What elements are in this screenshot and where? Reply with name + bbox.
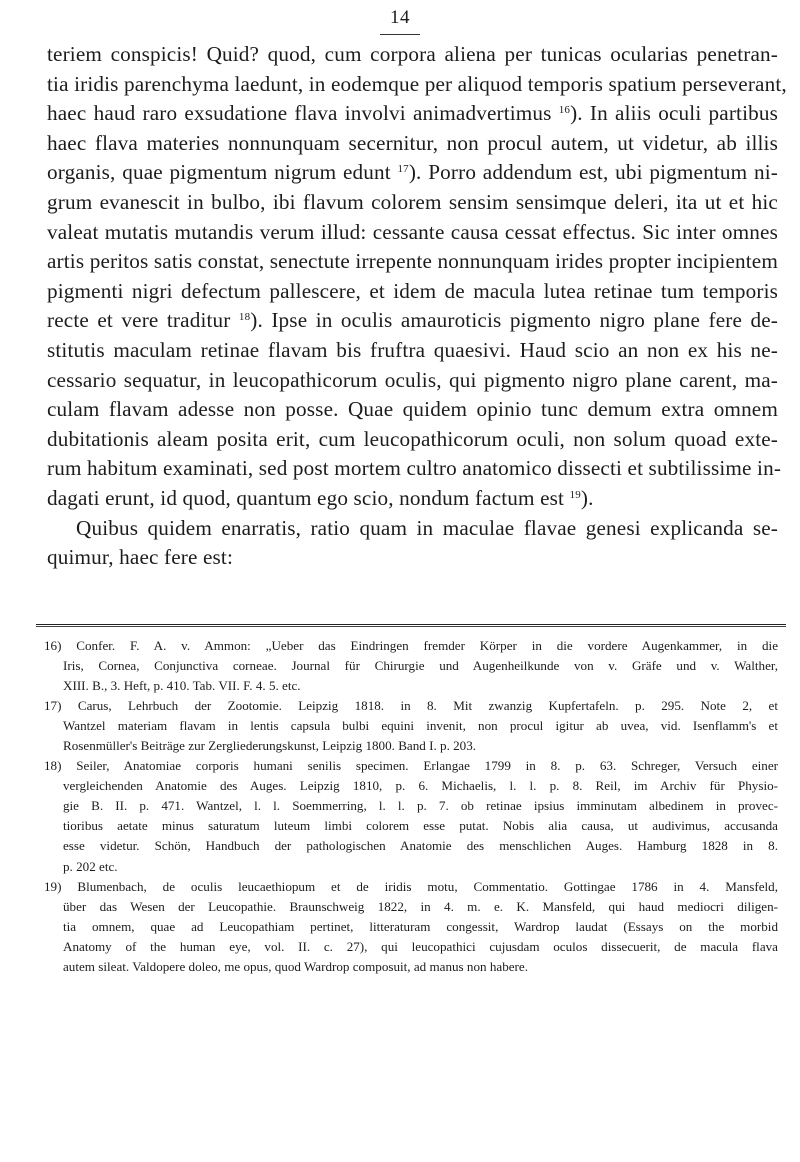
- body-line: organis, quae pigmentum nigrum edunt $^{17}$). Porro addendum est, ubi pigmentum ni-: [47, 160, 778, 185]
- footnote-ref[interactable]: 18: [238, 311, 251, 324]
- body-line: dubitationis aleam posita erit, cum leucopathicorum oculi, non solum quoad exte-: [47, 426, 778, 451]
- body-line-part: organis, quae pigmentum nigrum edunt: [47, 160, 391, 185]
- body-line-part: In aliis oculi partibus: [589, 101, 778, 126]
- footnote-line: tioribus aetate minus saturatum luteum limbi colorem esse putat. Nobis alia causa, ut audivimus, accusanda: [63, 818, 778, 834]
- body-line-part: haec haud raro exsudatione flava involvi animadvertimus: [47, 101, 552, 126]
- footnote-line: Iris, Cornea, Conjunctiva corneae. Journal für Chirurgie und Augenheilkunde von v. Gräfe und v. Walther,: [63, 658, 778, 674]
- body-line-part: recte et vere traditur: [47, 308, 231, 333]
- footnote-line: Anatomy of the human eye, vol. II. c. 27), qui leucopathici cujusdam oculos dissecuerit, de macula flava: [63, 938, 778, 954]
- footnote-line: 19) Blumenbach, de oculis leucaethiopum et de iridis motu, Commentatio. Gottingae 1786 in 4. Mansfeld,: [44, 878, 778, 894]
- footnote-line: gie B. II. p. 471. Wantzel, l. l. Soemmerring, l. l. p. 7. ob retinae ipsius imminutam albedinem in provec-: [63, 798, 778, 814]
- body-line: dagati erunt, id quod, quantum ego scio, nondum factum est $^{19}$).: [47, 485, 594, 510]
- footnote-line: esse videtur. Schön, Handbuch der pathologischen Anatomie des menschlichen Auges. Hamburg 1828 in 8.: [63, 838, 778, 854]
- footnote-line: Rosenmüller's Beiträge zur Zergliederungskunst, Leipzig 1800. Band I. p. 203.: [63, 738, 477, 754]
- footnote-ref[interactable]: 16: [558, 104, 571, 117]
- body-line: haec flava materies nonnunquam secernitur, non procul autem, ut videtur, ab illis: [47, 130, 778, 155]
- footnotes: [44, 636, 778, 977]
- footnote-line: vergleichenden Anatomie des Auges. Leipzig 1810, p. 6. Michaelis, l. l. p. 8. Reil, im Archiv für Physio-: [63, 778, 778, 794]
- body-line: stitutis maculam retinae flavam bis fruftra quaesivi. Haud scio an non ex his ne-: [47, 337, 778, 362]
- footnote-line: 17) Carus, Lehrbuch der Zootomie. Leipzig 1818. in 8. Mit zwanzig Kupfertafeln. p. 295. Note 2, et: [44, 698, 778, 714]
- footnote-separator: [36, 624, 786, 627]
- footnote-line: XIII. B., 3. Heft, p. 410. Tab. VII. F. 4. 5. etc.: [63, 678, 301, 694]
- page-number: 14: [390, 7, 410, 28]
- body-line: teriem conspicis! Quid? quod, cum corpora aliena per tunicas ocularias penetran-: [47, 42, 778, 66]
- footnote-line: autem sileat. Valdopere doleo, me opus, quod Wardrop composuit, ad manus non habere.: [63, 958, 528, 974]
- main-text: [47, 40, 787, 573]
- body-line: Quibus quidem enarratis, ratio quam in maculae flavae genesi explicanda se-: [76, 515, 778, 540]
- body-line-part: Ipse in oculis amauroticis pigmento nigro plane fere de-: [271, 308, 778, 333]
- footnote-line: p. 202 etc.: [63, 858, 118, 874]
- body-line: rum habitum examinati, sed post mortem cultro anatomico dissecti et subtilissime in-: [47, 456, 782, 481]
- body-line: artis peritos satis constat, senectute irrepente nonnunquam irides propter incipientem: [47, 249, 778, 274]
- body-line: cessario sequatur, in leucopathicorum oculis, qui pigmento nigro plane carent, ma-: [47, 367, 778, 392]
- body-line-part: Porro addendum est, ubi pigmentum ni-: [428, 160, 778, 185]
- footnote-ref[interactable]: 17: [397, 163, 409, 176]
- body-line: recte et vere traditur $^{18}$). Ipse in oculis amauroticis pigmento nigro plane fere de-: [47, 308, 778, 333]
- body-line: quimur, haec fere est:: [47, 545, 233, 570]
- body-line: tia iridis parenchyma laedunt, in eodemque per aliquod temporis spatium perseverant,: [47, 71, 787, 96]
- body-line: grum evanescit in bulbo, ibi flavum colorem sensim sensimque deleri, ita ut et hic: [47, 189, 778, 214]
- body-line: culam flavam adesse non posse. Quae quidem opinio tunc demum extra omnem: [47, 397, 778, 422]
- footnote-line: Wantzel materiam flavam in lentis capsula bulbi equini invenit, non procul igitur ab uvea, vid. Isenflamm's et: [63, 718, 778, 734]
- footnote-ref[interactable]: 19: [569, 488, 581, 501]
- footnote-line: über das Wesen der Leucopathie. Braunschweig 1822, in 4. m. e. K. Mansfeld, qui haud mediocri diligen-: [63, 898, 778, 914]
- footnote-line: 16) Confer. F. A. v. Ammon: „Ueber das Eindringen fremder Körper in die vordere Augenkammer, in die: [44, 638, 778, 653]
- body-line: pigmenti nigri defectum pallescere, et idem de macula lutea retinae tum temporis: [47, 278, 778, 303]
- footnote-line: tia omnem, quae ad Leucopathiam pertinet, litteraturam congessit, Wardrop laudat (Essays on the morbid: [63, 918, 778, 934]
- body-line-part: dagati erunt, id quod, quantum ego scio, nondum factum est: [47, 485, 565, 510]
- footnote-line: 18) Seiler, Anatomiae corporis humani senilis specimen. Erlangae 1799 in 8. p. 63. Schreger, Versuch einer: [44, 758, 778, 774]
- body-line: haec haud raro exsudatione flava involvi animadvertimus $^{16}$). In aliis oculi partibus: [47, 101, 778, 126]
- page-number-rule: [380, 34, 420, 35]
- body-line: valeat mutatis mutandis verum illud: cessante causa cessat effectus. Sic inter omnes: [47, 219, 778, 244]
